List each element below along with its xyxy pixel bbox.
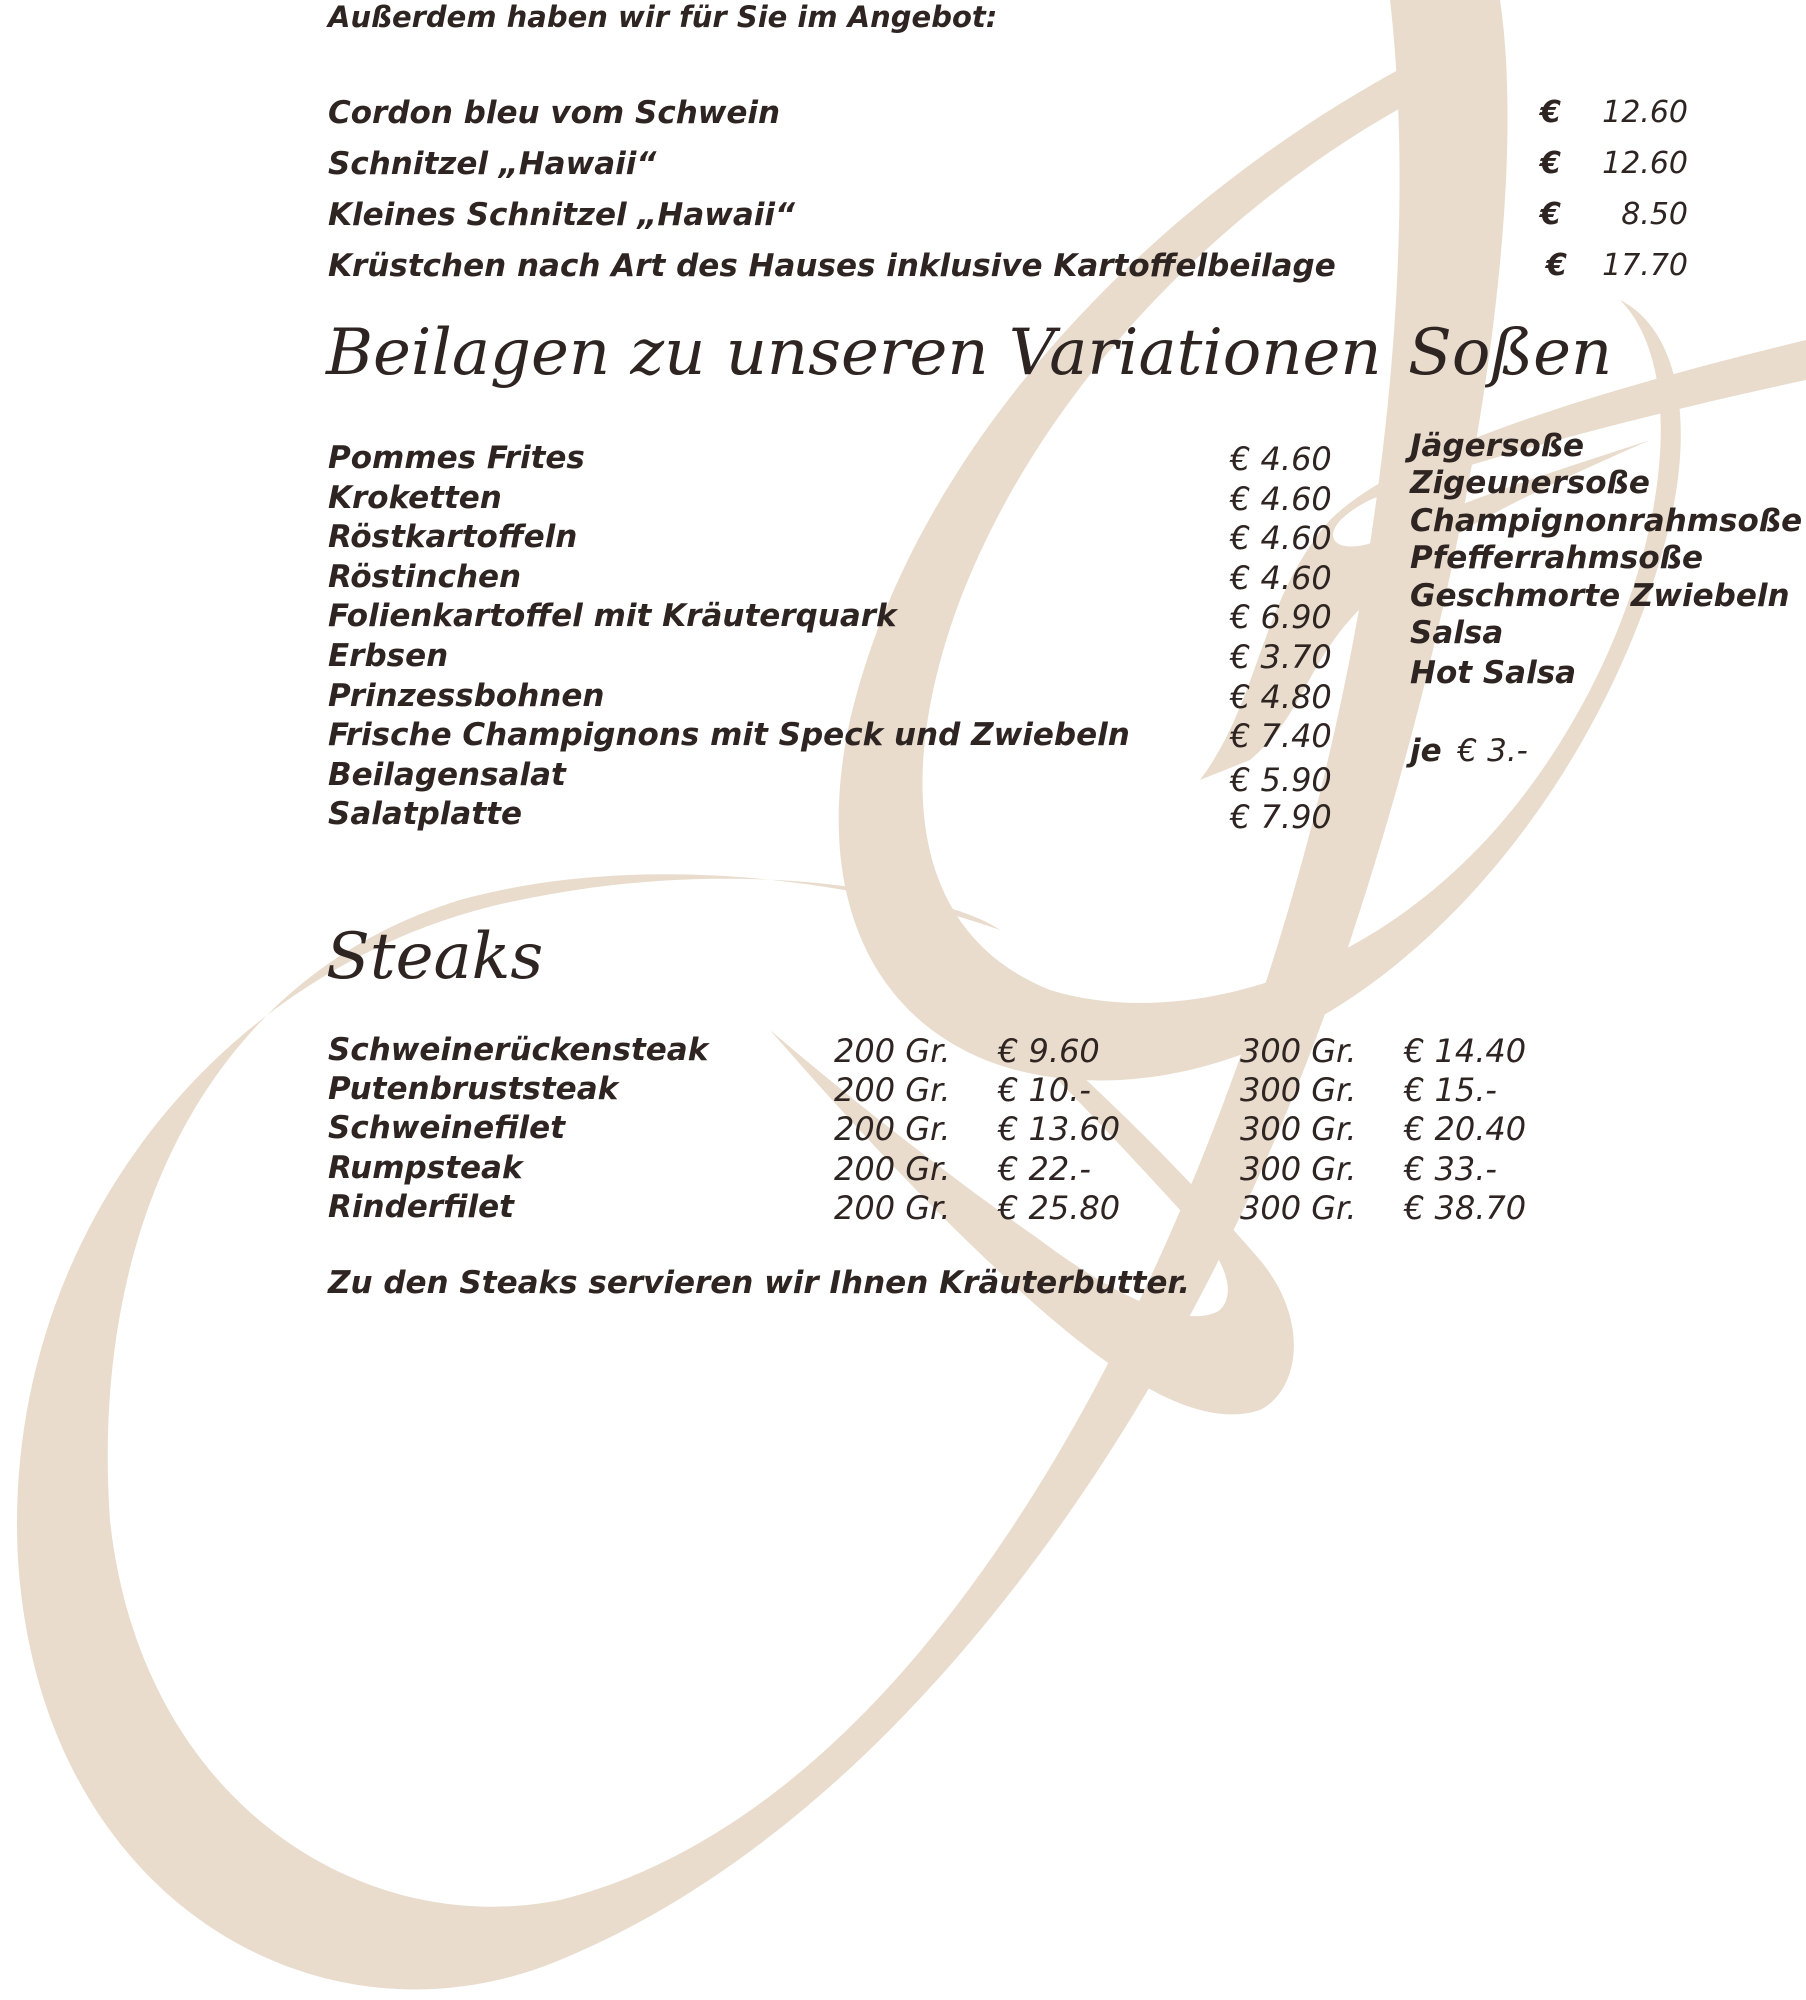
side-item-name: Pommes Frites xyxy=(328,440,585,476)
side-item xyxy=(328,638,1338,678)
sauce-item: Hot Salsa xyxy=(1410,655,1577,691)
side-item xyxy=(328,440,1338,480)
steak-price-large: € 15.- xyxy=(1404,1071,1497,1109)
side-item xyxy=(328,559,1338,599)
steak-weight-small: 200 Gr. xyxy=(834,1110,951,1148)
offer-item-currency: € xyxy=(1540,146,1561,181)
offer-item xyxy=(328,197,1688,237)
steak-weight-small: 200 Gr. xyxy=(834,1150,951,1188)
steaks-heading: Steaks xyxy=(326,920,544,994)
steak-row xyxy=(328,1110,1628,1150)
side-item-name: Erbsen xyxy=(328,638,449,674)
side-item xyxy=(328,717,1338,757)
sides-heading: Beilagen zu unseren Variationen xyxy=(326,316,1382,390)
side-item-price: € 7.40 xyxy=(1230,717,1332,755)
steak-price-large: € 14.40 xyxy=(1404,1032,1527,1070)
offer-item-currency: € xyxy=(1540,95,1561,130)
steak-row xyxy=(328,1032,1628,1072)
side-item-name: Röstinchen xyxy=(328,559,522,595)
sauce-price-prefix: je xyxy=(1410,733,1442,769)
side-item-price: € 4.60 xyxy=(1230,480,1332,518)
side-item-price: € 7.90 xyxy=(1230,798,1332,836)
steak-price-small: € 25.80 xyxy=(998,1189,1121,1227)
side-item-name: Frische Champignons mit Speck und Zwiebeln xyxy=(328,717,1130,753)
offer-item xyxy=(328,248,1688,288)
steak-weight-large: 300 Gr. xyxy=(1240,1150,1357,1188)
steaks-note: Zu den Steaks servieren wir Ihnen Kräuterbutter. xyxy=(328,1265,1191,1301)
steak-name: Rumpsteak xyxy=(328,1150,523,1186)
side-item-name: Folienkartoffel mit Kräuterquark xyxy=(328,598,897,634)
side-item xyxy=(328,598,1338,638)
steak-row xyxy=(328,1071,1628,1111)
steak-weight-large: 300 Gr. xyxy=(1240,1110,1357,1148)
steak-weight-large: 300 Gr. xyxy=(1240,1032,1357,1070)
offer-item xyxy=(328,95,1688,135)
steak-weight-small: 200 Gr. xyxy=(834,1189,951,1227)
offer-item-name: Schnitzel „Hawaii“ xyxy=(328,146,657,182)
sauces-heading: Soßen xyxy=(1408,316,1613,390)
side-item-name: Prinzessbohnen xyxy=(328,678,605,714)
sauce-price xyxy=(1410,733,1528,769)
steak-name: Rinderfilet xyxy=(328,1189,514,1225)
offer-item-price: 12.60 xyxy=(1602,95,1688,130)
offer-item-price: 17.70 xyxy=(1602,248,1688,283)
steak-weight-small: 200 Gr. xyxy=(834,1071,951,1109)
steak-row xyxy=(328,1189,1628,1229)
sauce-item: Jägersoße xyxy=(1410,428,1585,464)
sauce-item: Zigeunersoße xyxy=(1410,465,1650,501)
steak-price-small: € 22.- xyxy=(998,1150,1091,1188)
sauce-item: Geschmorte Zwiebeln xyxy=(1410,578,1790,614)
side-item xyxy=(328,757,1338,797)
side-item-name: Beilagensalat xyxy=(328,757,566,793)
side-item-price: € 4.60 xyxy=(1230,559,1332,597)
offer-item-currency: € xyxy=(1546,248,1567,283)
steak-price-large: € 20.40 xyxy=(1404,1110,1527,1148)
side-item xyxy=(328,678,1338,718)
side-item-price: € 5.90 xyxy=(1230,761,1332,799)
side-item-price: € 3.70 xyxy=(1230,638,1332,676)
steak-price-small: € 9.60 xyxy=(998,1032,1100,1070)
steak-price-small: € 10.- xyxy=(998,1071,1091,1109)
sauce-item: Salsa xyxy=(1410,615,1504,651)
steak-weight-large: 300 Gr. xyxy=(1240,1189,1357,1227)
offer-item-name: Cordon bleu vom Schwein xyxy=(328,95,781,131)
side-item-price: € 4.80 xyxy=(1230,678,1332,716)
side-item-price: € 6.90 xyxy=(1230,598,1332,636)
steak-row xyxy=(328,1150,1628,1190)
side-item xyxy=(328,519,1338,559)
offer-item-name: Krüstchen nach Art des Hauses inklusive Kartoffelbeilage xyxy=(328,248,1336,284)
steak-name: Putenbruststeak xyxy=(328,1071,619,1107)
side-item-price: € 4.60 xyxy=(1230,440,1332,478)
steak-name: Schweinefilet xyxy=(328,1110,566,1146)
offer-item-price: 12.60 xyxy=(1602,146,1688,181)
offer-item-name: Kleines Schnitzel „Hawaii“ xyxy=(328,197,796,233)
steak-price-large: € 33.- xyxy=(1404,1150,1497,1188)
offer-title: Außerdem haben wir für Sie im Angebot: xyxy=(328,0,998,34)
side-item-name: Kroketten xyxy=(328,480,502,516)
offer-item xyxy=(328,146,1688,186)
offer-item-price: 8.50 xyxy=(1621,197,1688,232)
side-item xyxy=(328,480,1338,520)
sauce-item: Pfefferrahmsoße xyxy=(1410,540,1704,576)
side-item-price: € 4.60 xyxy=(1230,519,1332,557)
steak-name: Schweinerückensteak xyxy=(328,1032,709,1068)
side-item-name: Röstkartoffeln xyxy=(328,519,578,555)
sauce-item: Champignonrahmsoße xyxy=(1410,503,1803,539)
offer-item-currency: € xyxy=(1540,197,1561,232)
steak-weight-large: 300 Gr. xyxy=(1240,1071,1357,1109)
steak-price-small: € 13.60 xyxy=(998,1110,1121,1148)
sauce-price-value: € 3.- xyxy=(1457,733,1528,769)
steak-price-large: € 38.70 xyxy=(1404,1189,1527,1227)
steak-weight-small: 200 Gr. xyxy=(834,1032,951,1070)
side-item-name: Salatplatte xyxy=(328,796,523,832)
side-item xyxy=(328,796,1338,836)
